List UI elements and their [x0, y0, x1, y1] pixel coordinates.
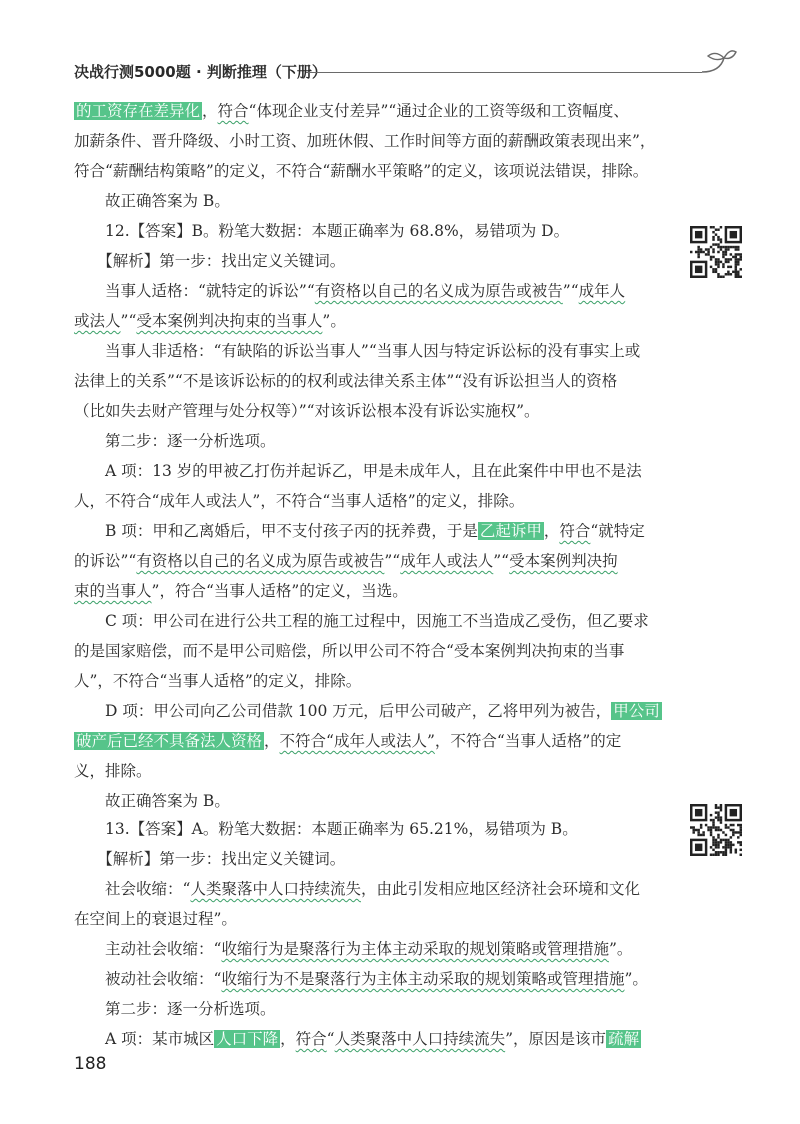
- text-segment: D 项：甲公司向乙公司借款 100 万元，后甲公司破产，乙将甲列为被告，: [74, 702, 612, 720]
- text-segment: （比如失去财产管理与处分权等）”“对该诉讼根本没有诉讼实施权”。: [74, 402, 540, 420]
- text-segment: “: [326, 1030, 335, 1048]
- text-segment: ，: [543, 522, 560, 540]
- text-line: [74, 220, 664, 242]
- text-line: [74, 460, 664, 482]
- keyword-underline: 不符合“成年人或法人”: [279, 732, 435, 750]
- text-segment: ，不符合“当事人适格”的定: [434, 732, 622, 750]
- text-segment: 当事人适格：“就特定的诉讼”“: [74, 282, 315, 300]
- text-line: [74, 968, 664, 990]
- text-line: [74, 430, 664, 452]
- text-segment: 被动社会收缩：“: [74, 970, 222, 988]
- highlighted-phrase: 乙起诉甲: [479, 522, 542, 540]
- text-segment: ”。: [322, 312, 346, 330]
- text-line: [74, 280, 664, 302]
- text-segment: 当事人非适格：“有缺陷的诉讼当事人”“当事人因与特定诉讼标的没有事实上或: [74, 342, 641, 360]
- text-line: [74, 370, 664, 392]
- keyword-underline: 有资格以自己的名义成为原告或被告: [136, 552, 385, 570]
- highlighted-phrase: 破产后已经不具备法人资格: [76, 732, 263, 750]
- text-line: [74, 998, 664, 1020]
- text-line: [74, 610, 664, 632]
- text-segment: “体现企业支付差异”“通过企业的工资等级和工资幅度、: [248, 102, 629, 120]
- text-line: [74, 848, 664, 870]
- text-line: [74, 1028, 664, 1050]
- text-line: [74, 100, 664, 122]
- text-line: [74, 730, 664, 752]
- text-segment: B 项：甲和乙离婚后，甲不支付孩子丙的抚养费，于是: [74, 522, 478, 540]
- text-line: [74, 790, 664, 812]
- text-line: [74, 760, 664, 782]
- qr-code-icon[interactable]: [690, 226, 742, 278]
- text-segment: 12.【答案】B。粉笔大数据：本题正确率为 68.8%，易错项为 D。: [74, 222, 570, 240]
- text-segment: ，: [202, 102, 218, 120]
- text-line: [74, 580, 664, 602]
- text-segment: 故正确答案为 B。: [74, 792, 230, 810]
- running-header: [74, 58, 754, 88]
- text-segment: “就特定: [590, 522, 645, 540]
- highlighted-phrase: 的工资存在差异化: [76, 102, 201, 120]
- text-segment: 人，不符合“成年人或法人”，不符合“当事人适格”的定义，排除。: [74, 492, 525, 510]
- text-line: [74, 310, 664, 332]
- text-segment: 主动社会收缩：“: [74, 940, 222, 958]
- text-segment: ，: [264, 732, 280, 750]
- text-segment: A 项：13 岁的甲被乙打伤并起诉乙，甲是未成年人，且在此案件中甲也不是法: [74, 462, 642, 480]
- text-segment: ，由此引发相应地区经济社会环境和文化: [360, 880, 640, 898]
- text-segment: 【解析】第一步：找出定义关键词。: [74, 252, 346, 270]
- keyword-underline: 人类聚落中人口持续流失: [334, 1030, 506, 1048]
- text-line: [74, 938, 664, 960]
- text-line: [74, 908, 664, 930]
- keyword-underline: 符合: [295, 1030, 327, 1048]
- text-segment: 13.【答案】A。粉笔大数据：本题正确率为 65.21%，易错项为 B。: [74, 820, 578, 838]
- highlighted-phrase: 疏解: [608, 1030, 640, 1048]
- keyword-underline: 或法人: [74, 312, 121, 330]
- text-segment: ，: [280, 1030, 296, 1048]
- text-line: [74, 190, 664, 212]
- text-segment: ”“: [493, 552, 510, 570]
- text-line: [74, 250, 664, 272]
- text-segment: ”，符合“当事人适格”的定义，当选。: [151, 582, 408, 600]
- text-segment: ”。: [624, 970, 648, 988]
- text-segment: ”“: [120, 312, 137, 330]
- text-segment: ”“: [562, 282, 579, 300]
- keyword-underline: 收缩行为是聚落行为主体主动采取的规划策略或管理措施: [221, 940, 609, 958]
- text-line: [74, 550, 664, 572]
- text-line: [74, 340, 664, 362]
- qr-code-icon[interactable]: [690, 804, 742, 856]
- text-segment: 【解析】第一步：找出定义关键词。: [74, 850, 346, 868]
- text-segment: A 项：某市城区: [74, 1030, 215, 1048]
- text-line: [74, 878, 664, 900]
- text-segment: ”“: [384, 552, 401, 570]
- text-segment: 人”，不符合“当事人适格”的定义，排除。: [74, 672, 362, 690]
- keyword-underline: 人类聚落中人口持续流失: [190, 880, 361, 898]
- text-segment: ”，原因是该市: [505, 1030, 607, 1048]
- header-rule: [306, 72, 702, 73]
- text-line: [74, 700, 664, 722]
- highlighted-phrase: 甲公司: [613, 702, 660, 720]
- keyword-underline: 符合: [559, 522, 591, 540]
- text-segment: 第二步：逐一分析选项。: [74, 432, 276, 450]
- text-segment: 第二步：逐一分析选项。: [74, 1000, 276, 1018]
- text-segment: 的诉讼”“: [74, 552, 137, 570]
- keyword-underline: 受本案例判决拘: [509, 552, 618, 570]
- keyword-underline: 受本案例判决拘束的当事人: [136, 312, 323, 330]
- text-segment: 加薪条件、晋升降级、小时工资、加班休假、工作时间等方面的薪酬政策表现出来”，: [74, 132, 656, 150]
- keyword-underline: 收缩行为不是聚落行为主体主动采取的规划策略或管理措施: [221, 970, 625, 988]
- text-segment: C 项：甲公司在进行公共工程的施工过程中，因施工不当造成乙受伤，但乙要求: [74, 612, 649, 630]
- keyword-underline: 符合: [217, 102, 249, 120]
- text-segment: 在空间上的衰退过程”。: [74, 910, 237, 928]
- keyword-underline: 有资格以自己的名义成为原告或被告: [314, 282, 563, 300]
- text-line: [74, 130, 664, 152]
- text-segment: 符合“薪酬结构策略”的定义，不符合“薪酬水平策略”的定义，该项说法错误，排除。: [74, 162, 649, 180]
- text-segment: 义，排除。: [74, 762, 152, 780]
- text-segment: 社会收缩：“: [74, 880, 191, 898]
- text-segment: 故正确答案为 B。: [74, 192, 230, 210]
- text-line: [74, 670, 664, 692]
- text-line: [74, 818, 664, 840]
- keyword-underline: 成年人或法人: [400, 552, 494, 570]
- highlighted-phrase: 人口下降: [216, 1030, 279, 1048]
- sprout-icon: [694, 44, 738, 88]
- text-line: [74, 490, 664, 512]
- text-line: [74, 520, 664, 542]
- book-title: 决战行测5000题 · 判断推理（下册）: [74, 63, 327, 81]
- text-segment: ”。: [608, 940, 633, 958]
- page-number: 188: [74, 1054, 107, 1074]
- text-segment: 的是国家赔偿，而不是甲公司赔偿，所以甲公司不符合“受本案例判决拘束的当事: [74, 642, 625, 660]
- text-line: [74, 160, 664, 182]
- text-line: [74, 400, 664, 422]
- text-line: [74, 640, 664, 662]
- text-segment: 法律上的关系”“不是该诉讼标的的权利或法律关系主体”“没有诉讼担当人的资格: [74, 372, 618, 390]
- keyword-underline: 束的当事人: [74, 582, 152, 600]
- keyword-underline: 成年人: [578, 282, 626, 300]
